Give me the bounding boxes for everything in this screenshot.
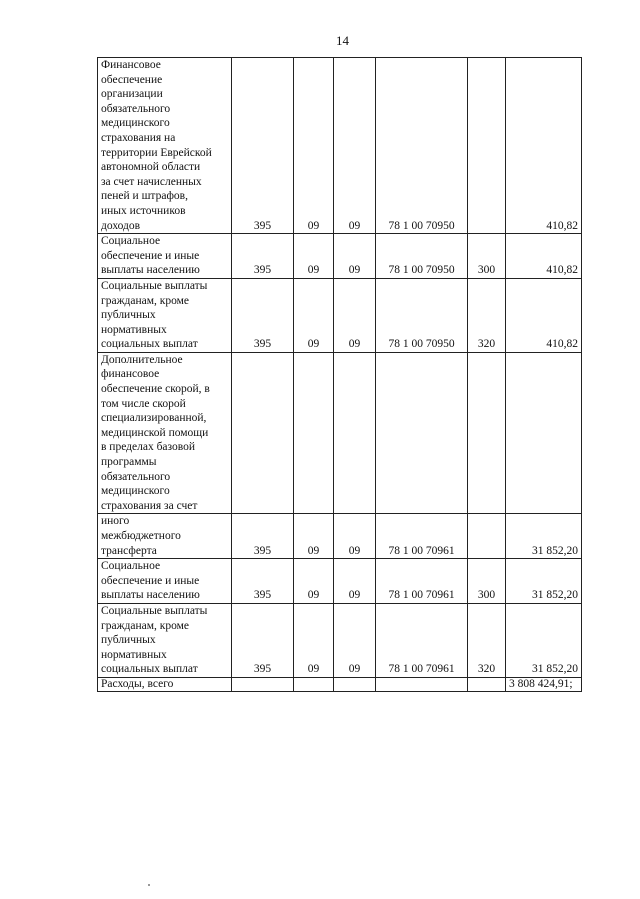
row-csr: 78 1 00 70961 [376, 559, 468, 604]
row-pr: 09 [334, 58, 376, 234]
row-vr [468, 352, 506, 514]
row-name: Социальные выплаты гражданам, кроме публичных нормативных социальных выплат [98, 278, 232, 352]
total-label: Расходы, всего [98, 677, 232, 691]
row-name: Финансовое обеспечение организации обязательного медицинского страхования на территории Еврейской автономной области за счет начисленных пеней и штрафов, иных источников доходов [98, 58, 232, 234]
row-gr: 395 [232, 234, 294, 279]
row-gr: 395 [232, 559, 294, 604]
row-rz: 09 [294, 514, 334, 559]
row-sum: 31 852,20 [506, 603, 582, 677]
table-row [98, 234, 582, 279]
row-name: Социальное обеспечение и иные выплаты населению [98, 559, 232, 604]
table-row [98, 603, 582, 677]
row-vr [468, 514, 506, 559]
row-csr: 78 1 00 70950 [376, 234, 468, 279]
total-empty-cell [376, 677, 468, 691]
scan-speck [148, 884, 150, 886]
row-csr: 78 1 00 70961 [376, 603, 468, 677]
row-name: Социальное обеспечение и иные выплаты населению [98, 234, 232, 279]
row-rz: 09 [294, 234, 334, 279]
row-sum: 410,82 [506, 58, 582, 234]
row-name: иного межбюджетного трансферта [98, 514, 232, 559]
row-gr: 395 [232, 58, 294, 234]
row-csr: 78 1 00 70961 [376, 514, 468, 559]
row-gr: 395 [232, 278, 294, 352]
row-pr: 09 [334, 603, 376, 677]
row-vr: 300 [468, 559, 506, 604]
row-gr: 395 [232, 603, 294, 677]
row-rz: 09 [294, 603, 334, 677]
row-name: Дополнительное финансовое обеспечение скорой, в том числе скорой специализированной, медицинской помощи в пределах базовой программы обязательного медицинского страхования за счет [98, 352, 232, 514]
row-vr: 320 [468, 278, 506, 352]
total-empty-cell [294, 677, 334, 691]
row-pr: 09 [334, 278, 376, 352]
row-sum [506, 352, 582, 514]
budget-table [97, 57, 582, 692]
row-name: Социальные выплаты гражданам, кроме публичных нормативных социальных выплат [98, 603, 232, 677]
row-csr [376, 352, 468, 514]
row-pr: 09 [334, 559, 376, 604]
row-rz: 09 [294, 278, 334, 352]
row-vr [468, 58, 506, 234]
total-row [98, 677, 582, 691]
row-pr: 09 [334, 514, 376, 559]
row-rz [294, 352, 334, 514]
row-rz: 09 [294, 58, 334, 234]
row-csr: 78 1 00 70950 [376, 278, 468, 352]
table-row [98, 559, 582, 604]
total-empty-cell [468, 677, 506, 691]
total-empty-cell [334, 677, 376, 691]
row-rz: 09 [294, 559, 334, 604]
row-vr: 320 [468, 603, 506, 677]
row-sum: 31 852,20 [506, 559, 582, 604]
row-sum: 410,82 [506, 234, 582, 279]
row-gr: 395 [232, 514, 294, 559]
row-sum: 410,82 [506, 278, 582, 352]
table-row [98, 514, 582, 559]
total-sum: 3 808 424,91; [506, 677, 582, 691]
table-row [98, 278, 582, 352]
row-sum: 31 852,20 [506, 514, 582, 559]
row-pr [334, 352, 376, 514]
page-number: 14 [336, 33, 349, 48]
row-pr: 09 [334, 234, 376, 279]
table-row [98, 352, 582, 514]
total-empty-cell [232, 677, 294, 691]
row-gr [232, 352, 294, 514]
row-csr: 78 1 00 70950 [376, 58, 468, 234]
table-row [98, 58, 582, 234]
row-vr: 300 [468, 234, 506, 279]
